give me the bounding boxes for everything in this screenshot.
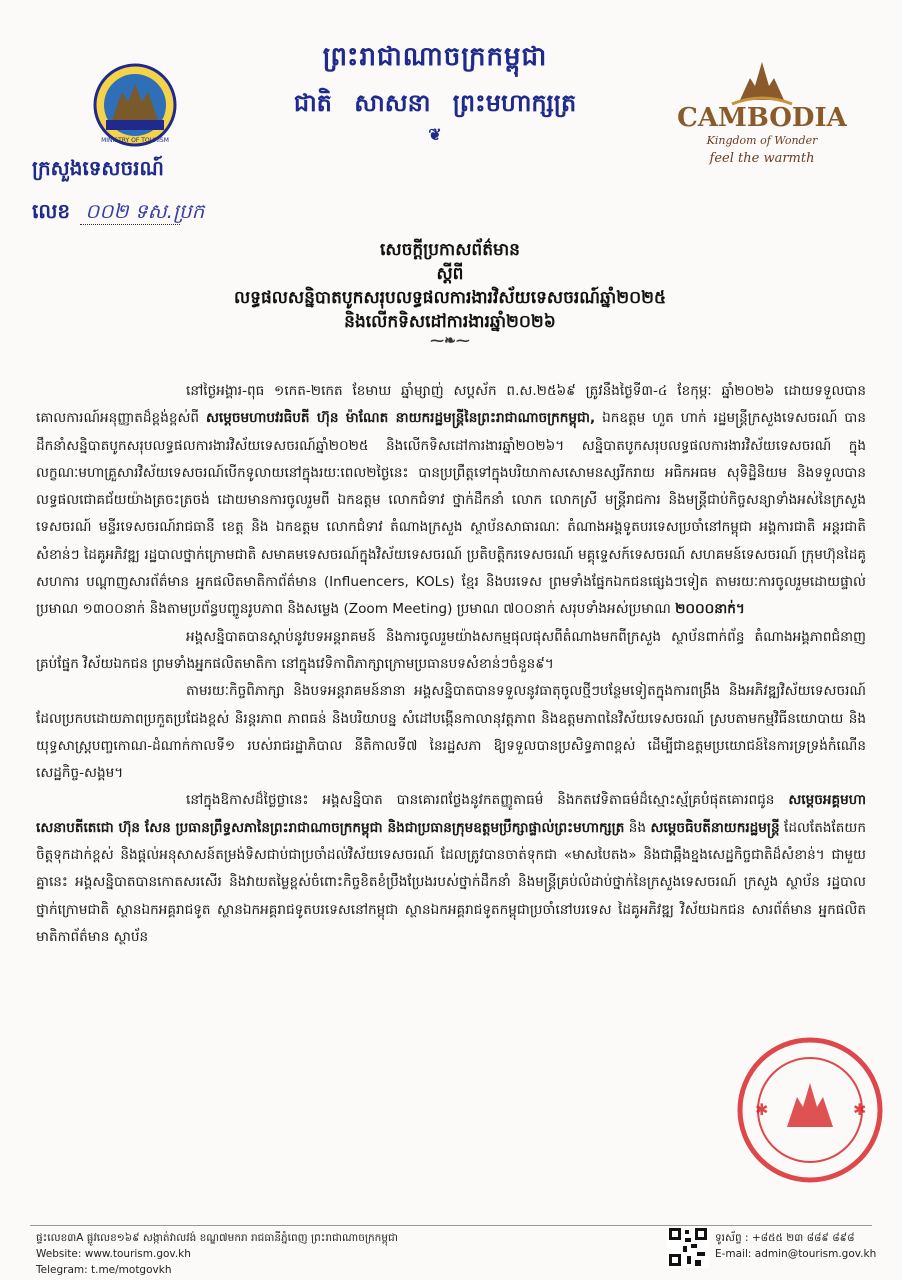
national-header	[265, 40, 605, 144]
paragraph-2: អង្គសន្និបាតបានស្តាប់នូវបទអន្តរាគមន៍ និងការចូលរួមយ៉ាងសកម្មផុលផុសពីតំណាងមកពីក្រសួង ស្ថាប័នពាក់ព័ន្ធ តំណាងអង្គភាពជំនាញគ្រប់ផ្នែក វិស័យឯកជន ព្រមទាំងអ្នកផលិតមាតិកា នៅក្នុងវេទិកាពិភាក្សាក្រោមប្រធានបទសំខាន់ៗចំនួន៩។	[36, 628, 866, 672]
footer-contact-right	[715, 1230, 876, 1262]
footer-phone: ទូរស័ព្ទ : +៨៥៥ ២៣ ៨៨៩ ៨៩៨	[715, 1232, 855, 1244]
tourism-logo-text: MINISTRY OF TOURISM	[101, 137, 169, 144]
cambodia-brand-text: CAMBODIA	[677, 103, 847, 133]
qr-code-icon	[667, 1226, 709, 1268]
title-ornament: ⁓❧⁓	[430, 333, 470, 349]
svg-text:✱: ✱	[853, 1100, 867, 1119]
kingdom-of-wonder-text: Kingdom of Wonder	[706, 134, 818, 147]
footer-contact-left	[36, 1230, 398, 1278]
ministry-of-tourism-logo	[92, 62, 178, 148]
national-motto: ជាតិ សាសនា ព្រះមហាក្សត្រ	[293, 88, 577, 117]
official-seal-stamp	[735, 1035, 885, 1185]
title-line-3: លទ្ធផលសន្និបាតបូកសរុបលទ្ធផលការងារវិស័យទេសចរណ៍ឆ្នាំ២០២៥	[233, 288, 667, 308]
paragraph-3: តាមរយៈកិច្ចពិភាក្សា និងបទអន្តរាគមន៍នានា អង្គសន្និបាតបានទទួលនូវធាតុចូលថ្មីៗបន្ថែមទៀតក្នុងការពង្រឹង និងអភិវឌ្ឍវិស័យទេសចរណ៍ ដែលប្រកបដោយភាពប្រកួតប្រជែងខ្ពស់ និរន្តរភាព ភាពធន់ និងបរិយាបន្ន សំដៅបង្កើនកាលានុវត្តភាព និងឧត្តមភាពនៃវិស័យទេសចរណ៍ ស្របតាមកម្មវិធីនយោបាយ និងយុទ្ធសាស្ត្របញ្ចកោណ-ដំណាក់កាលទី១ របស់រាជរដ្ឋាភិបាល នីតិកាលទី៧ នៃរដ្ឋសភា ឱ្យទទួលបានប្រសិទ្ធភាពខ្ពស់ ដើម្បីជាឧត្តមប្រយោជន៍នៃការទ្រទ្រង់កំណើនសេដ្ឋកិច្ច-សង្គម។	[36, 683, 866, 782]
footer-email[interactable]: E-mail: admin@tourism.gov.kh	[715, 1248, 877, 1260]
paragraph-4: នៅក្នុងឱកាសដ៏ថ្លៃថ្លានេះ អង្គសន្និបាត បានគោរពថ្លែងនូវកតញ្ញូតាធម៌ និងកតវេទិតាធម៌ដ៏ស្មោះស្ម័គ្របំផុតគោរពជូន សម្តេចអគ្គមហាសេនាបតីតេជោ ហ៊ុន សែន ប្រធានព្រឹទ្ធសភានៃព្រះរាជាណាចក្រកម្ពុជា និងជាប្រធានក្រុមឧត្តមប្រឹក្សាផ្ទាល់ព្រះមហាក្សត្រ និង សម្តេចធិបតីនាយករដ្ឋមន្ត្រី ដែលតែងតែយកចិត្តទុកដាក់ខ្ពស់ និងផ្តល់អនុសាសន៍តម្រង់ទិសជាប់ជាប្រចាំដល់វិស័យទេសចរណ៍ ដែលត្រូវបានចាត់ទុកជា «មាសបៃតង» និងជាឆ្អឹងខ្នងសេដ្ឋកិច្ចជាតិដ៏សំខាន់។ ជាមួយគ្នានេះ អង្គសន្និបាតបានកោតសរសើរ និងវាយតម្លៃខ្ពស់ចំពោះកិច្ចខិតខំប្រឹងប្រែងរបស់ថ្នាក់ដឹកនាំ និងមន្ត្រីគ្រប់លំដាប់ថ្នាក់នៃក្រសួងទេសចរណ៍ ក្រសួង ស្ថាប័ន រដ្ឋបាលថ្នាក់ក្រោមជាតិ ស្ថានឯកអគ្គរាជទូត ស្ថានឯកអគ្គរាជទូតបរទេសនៅកម្ពុជា ស្ថានឯកអគ្គរាជទូតកម្ពុជាប្រចាំនៅបរទេស ដៃគូអភិវឌ្ឍ វិស័យឯកជន សារព័ត៌មាន អ្នកផលិតមាតិកាព័ត៌មាន ស្ថាប័ន	[36, 792, 866, 945]
title-line-1: សេចក្តីប្រកាសព័ត៌មាន	[380, 240, 520, 260]
number-underline	[80, 224, 180, 225]
document-number	[32, 198, 204, 228]
paragraph-1: នៅថ្ងៃអង្គារ-ពុធ ១កេត-២កេត ខែមាឃ ឆ្នាំម្សាញ់ សប្តស័ក ព.ស.២៥៦៩ ត្រូវនឹងថ្ងៃទី៣-៤ ខែកុម្ភៈ ឆ្នាំ២០២៦ ដោយទទួលបានគោលការណ៍អនុញ្ញាតដ៏ខ្ពង់ខ្ពស់ពី សម្តេចមហាបវរធិបតី ហ៊ុន ម៉ាណែត នាយករដ្ឋមន្ត្រីនៃព្រះរាជាណាចក្រកម្ពុជា, ឯកឧត្តម ហួត ហាក់ រដ្ឋមន្ត្រីក្រសួងទេសចរណ៍ បានដឹកនាំសន្និបាតបូកសរុបលទ្ធផលការងារវិស័យទេសចរណ៍ឆ្នាំ២០២៥ និងលើកទិសដៅការងារឆ្នាំ២០២៦។ សន្និបាតបូកសរុបលទ្ធផលការងារវិស័យទេសចរណ៍ ក្នុងលក្ខណៈមហាគ្រួសារវិស័យទេសចរណ៍បើកទូលាយនៅក្នុងរយៈពេល២ថ្ងៃនេះ បានប្រព្រឹត្តទៅក្នុងបរិយាកាសសោមនស្សរីករាយ អធិកអធម សុទិដ្ឋិនិយម និងទទួលបានលទ្ធផលជោគជ័យយ៉ាងត្រចះត្រចង់ ដោយមានការចូលរួមពី ឯកឧត្តម លោកជំទាវ ថ្នាក់ដឹកនាំ លោក លោកស្រី មន្ត្រីរាជការ និងមន្ត្រីជាប់កិច្ចសន្យាទាំងអស់នៃក្រសួងទេសចរណ៍ មន្ទីរទេសចរណ៍រាជធានី ខេត្ត និង ឯកឧត្តម លោកជំទាវ តំណាងក្រសួង ស្ថាប័នសាធារណៈ តំណាងអង្គទូតបរទេសប្រចាំនៅកម្ពុជា អង្គការជាតិ អន្តរជាតិសំខាន់ៗ ដៃគូអភិវឌ្ឍ រដ្ឋបាលថ្នាក់ក្រោមជាតិ សមាគមទេសចរណ៍ក្នុងវិស័យទេសចរណ៍ ប្រតិបត្តិករទេសចរណ៍ មគ្គុទ្ទេសក៍ទេសចរណ៍ សហគមន៍ទេសចរណ៍ ក្រុមហ៊ុនដៃគូសហការ បណ្តាញសារព័ត៌មាន អ្នកផលិតមាតិកាព័ត៌មាន (Influencers, KOLs) ខ្មែរ និងបរទេស ព្រមទាំងផ្នែកឯកជនផ្សេងៗទៀត តាមរយៈការចូលរួមដោយផ្ទាល់ ប្រមាណ ១៣០០នាក់ និងតាមប្រព័ន្ធបញ្ចូនរូបភាព និងសម្លេង (Zoom Meeting) ប្រមាណ ៧០០នាក់ សរុបទាំងអស់ប្រមាណ ២០០០នាក់។	[36, 383, 866, 618]
footer-telegram[interactable]: Telegram: t.me/motgovkh	[36, 1264, 172, 1276]
title-line-4: និងលើកទិសដៅការងារឆ្នាំ២០២៦	[344, 312, 556, 332]
number-label: លេខ	[32, 199, 71, 223]
footer-website[interactable]: Website: www.tourism.gov.kh	[36, 1248, 191, 1260]
kingdom-name: ព្រះរាជាណាចក្រកម្ពុជា	[322, 42, 548, 72]
document-body	[36, 378, 866, 951]
feel-the-warmth-text: feel the warmth	[709, 151, 815, 166]
svg-text:✱: ✱	[755, 1100, 769, 1119]
footer-address: ផ្ទះលេខ៣A ផ្លូវលេខ១៦៩ សង្កាត់វាលវង់ ខណ្ឌ៧មករា រាជធានីភ្នំពេញ ព្រះរាជាណាចក្រកម្ពុជា	[36, 1232, 398, 1244]
ministry-name: ក្រសួងទេសចរណ៍	[32, 156, 164, 180]
ornament-divider: ❦	[428, 125, 442, 144]
number-value: ០០២ ទស.ប្រក	[85, 199, 205, 223]
cambodia-brand-logo	[660, 48, 865, 173]
footer-divider	[30, 1225, 872, 1226]
document-title	[140, 238, 760, 348]
title-line-2: ស្តីពី	[436, 264, 464, 284]
